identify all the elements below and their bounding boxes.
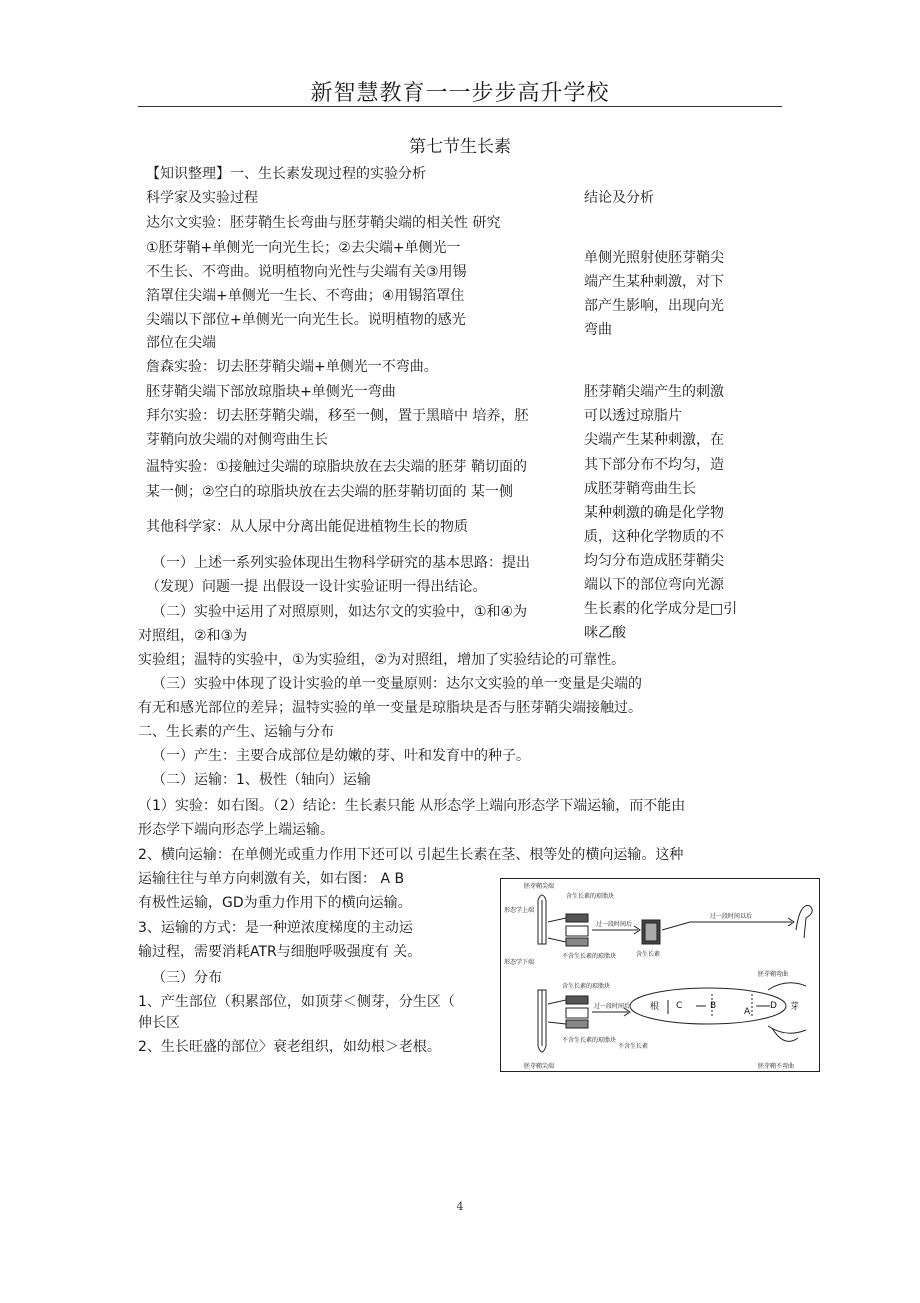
text-line: （发现）问题一提 出假设一设计实验证明一得出结论。 <box>146 579 487 595</box>
point-label: D <box>770 1001 777 1011</box>
text-line: 有无和感光部位的差异；温特实验的单一变量是琼脂块是否与胚芽鞘尖端接触过。 <box>138 700 642 716</box>
leaf <box>768 983 806 990</box>
fig-label: 过一段时间后 <box>596 921 633 928</box>
page-number: 4 <box>456 1200 464 1213</box>
conclusion-line: 生长素的化学成分是□引 <box>584 601 738 617</box>
point-label: C <box>676 1001 683 1011</box>
fig-label: 胚芽鞘不弯曲 <box>758 1063 795 1070</box>
text-line: 运输往往与单方向刺激有关，如右图： A B <box>138 871 405 887</box>
text-line: 3、运输的方式：是一种逆浓度梯度的主动运 <box>138 920 413 936</box>
conclusion-line: 均匀分布造成胚芽鞘尖 <box>584 553 724 569</box>
fig-label: 胚芽鞘尖端 <box>524 1063 555 1070</box>
text-line: 2、生长旺盛的部位〉衰老组织，如幼根＞老根。 <box>138 1039 441 1055</box>
text-line: 达尔文实验：胚芽鞘生长弯曲与胚芽鞘尖端的相关性 研究 <box>146 215 501 231</box>
conclusion-line: 尖端产生某种刺激，在 <box>584 432 724 448</box>
text-line: 伸长区 <box>138 1015 180 1031</box>
text-line: （三）分布 <box>152 970 222 986</box>
text-line: （二）运输：1、极性（轴向）运输 <box>152 772 371 788</box>
text-line: ①胚芽鞘+单侧光一向光生长；②去尖端+单侧光一 <box>146 240 461 256</box>
text-line: （一）产生：主要合成部位是幼嫩的芽、叶和发育中的种子。 <box>152 748 530 764</box>
text-line: 对照组，②和③为 <box>138 628 248 644</box>
conclusion-line: 弯曲 <box>584 322 612 338</box>
conclusion-line: 成胚芽鞘弯曲生长 <box>584 481 696 497</box>
fig-label: 芽 <box>790 1002 800 1012</box>
fig-label: 胚芽鞘弯曲 <box>758 971 789 978</box>
text-line: 尖端以下部位+单侧光一向光生长。说明植物的感光 <box>146 312 466 328</box>
conclusion-line: 其下部分布不均匀，造 <box>584 457 724 473</box>
text-line: 二、生长素的产生、运输与分布 <box>138 724 334 740</box>
text-line: 【知识整理】一、生长素发现过程的实验分析 <box>146 166 426 182</box>
text-line: 形态学下端向形态学上端运输。 <box>138 822 334 838</box>
text-line: 芽鞘向放尖端的对侧弯曲生长 <box>146 432 328 448</box>
fig-label: 不含生长素的琼脂块 <box>562 1037 617 1044</box>
conclusion-line: 咪乙酸 <box>584 625 626 641</box>
text-line: （二）实验中运用了对照原则，如达尔文的实验中，①和④为 <box>152 604 528 620</box>
conclusion-line: 部产生影响，出现向光 <box>584 298 724 314</box>
section-title: 第七节生长素 <box>409 137 511 157</box>
fig-label: 不含生长素的琼脂块 <box>562 953 617 960</box>
text-line: 詹森实验：切去胚芽鞘尖端+单侧光一不弯曲。 <box>146 359 438 375</box>
fig-label: 胚芽鞘尖端 <box>524 883 555 890</box>
fig-label: 形态学下端 <box>504 959 535 966</box>
conclusion-line: 某种刺激的确是化学物 <box>584 505 724 521</box>
fig-label: 不含生长素 <box>618 1043 649 1050</box>
text-line: 拜尔实验：切去胚芽鞘尖端，移至一侧，置于黑暗中 培养，胚 <box>146 408 529 424</box>
text-line: 胚芽鞘尖端下部放琼脂块+单侧光一弯曲 <box>146 384 396 400</box>
page-header: 新智慧教育一一步步高升学校 <box>310 81 610 106</box>
header-rule <box>138 106 782 107</box>
agar-block-with-auxin <box>566 914 588 922</box>
conclusion-heading: 结论及分析 <box>584 190 654 206</box>
text-line: 某一侧；②空白的琼脂块放在去尖端的胚芽鞘切面的 某一侧 <box>146 484 513 500</box>
fig-label: 根 <box>650 1002 660 1012</box>
stem-segment <box>566 926 588 936</box>
text-line: 不生长、不弯曲。说明植物向光性与尖端有关③用锡 <box>146 264 467 280</box>
conclusion-line: 单侧光照射使胚芽鞘尖 <box>584 250 724 266</box>
text-line: 部位在尖端 <box>146 335 216 351</box>
fig-label: 形态学上端 <box>504 907 535 914</box>
text-line: （1）实验：如右图。（2）结论：生长素只能 从形态学上端向形态学下端运输，而不能由 <box>138 798 686 814</box>
point-label: B <box>710 1001 717 1011</box>
point-label: A <box>744 1007 751 1017</box>
text-line: 1、产生部位（积累部位，如顶芽＜侧芽，分生区（ <box>138 994 455 1010</box>
fig-label: 过一段时间以后 <box>710 913 753 920</box>
conclusion-line: 可以透过琼脂片 <box>584 408 682 424</box>
fig-label: 含生长素的琼脂块 <box>562 983 611 990</box>
text-line: 其他科学家：从人尿中分离出能促进植物生长的物质 <box>146 519 468 535</box>
text-line: 有极性运输，GD为重力作用下的横向运输。 <box>138 895 412 911</box>
text-line: 温特实验：①接触过尖端的琼脂块放在去尖端的胚芽 鞘切面的 <box>146 459 527 475</box>
conclusion-line: 端以下的部位弯向光源 <box>584 577 724 593</box>
conclusion-line: 端产生某种刺激，对下 <box>584 274 724 290</box>
fig-label: 含生长素 <box>636 951 661 958</box>
auxin-transport-figure <box>500 878 820 1072</box>
text-line: 实验组；温特的实验中，①为实验组，②为对照组，增加了实验结论的可靠性。 <box>138 652 626 668</box>
fig-label: 过一段时间后 <box>594 1003 631 1010</box>
text-line: 输过程，需要消耗ATR与细胞呼吸强度有 关。 <box>138 944 422 960</box>
text-line: 科学家及实验过程 <box>146 190 258 206</box>
fig-label: 含生长素的琼脂块 <box>566 893 615 900</box>
conclusion-line: 胚芽鞘尖端产生的刺激 <box>584 384 724 400</box>
conclusion-line: 质，这种化学物质的不 <box>584 529 724 545</box>
text-line: （三）实验中体现了设计实验的单一变量原则：达尔文实验的单一变量是尖端的 <box>152 676 642 692</box>
text-line: 2、横向运输：在单侧光或重力作用下还可以 引起生长素在茎、根等处的横向运输。这种 <box>138 847 684 863</box>
bent-coleoptile <box>796 906 812 939</box>
text-line: 箔罩住尖端+单侧光一生长、不弯曲；④用锡箔罩住 <box>146 288 465 304</box>
text-line: （一）上述一系列实验体现出生物科学研究的基本思路：提出 <box>152 555 530 571</box>
agar-block-without-auxin <box>566 938 588 946</box>
